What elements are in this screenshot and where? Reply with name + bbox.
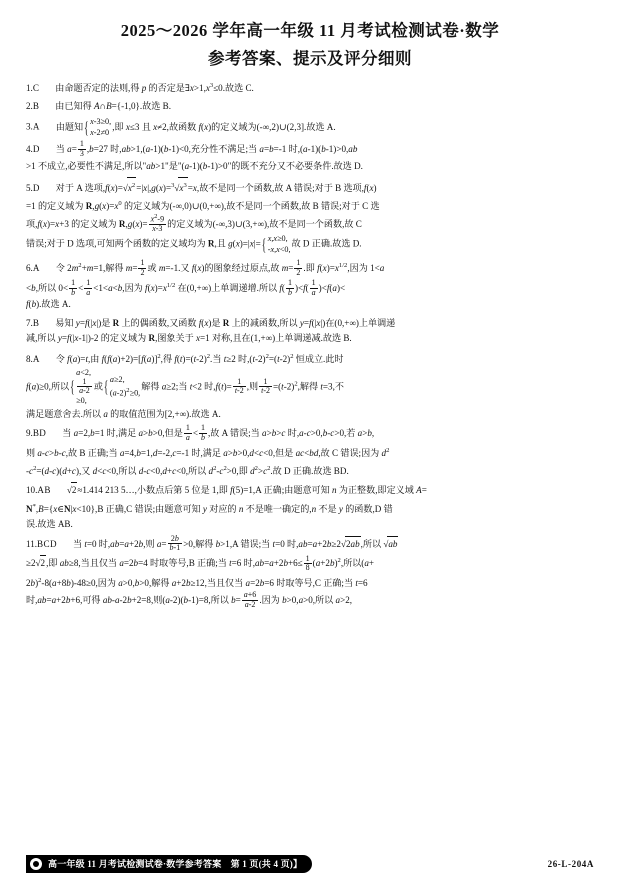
answer-text-10-line3: 误.故选 AB. xyxy=(26,519,73,530)
footer-right-code: 26-L-204A xyxy=(547,858,594,869)
answer-text-4: 当 a= $\frac{1}{3}$ ,b=27 时,ab>1,(a-1)(b-1)<0,充分性不满足;当 a=b=-1 时,(a-1)(b-1)>0,ab xyxy=(55,139,358,158)
footer-left-label: 高一年级 11 月考试检测试卷·数学参考答案 第 1 页(共 4 页)】 xyxy=(26,855,312,873)
answer-number-2: 2. xyxy=(26,101,33,112)
answer-text-9: 当 a=2,b=1 时,满足 a>b>0,但是 $\frac{1}{a}$ < $\frac{1}{b}$ ,故 A 错误;当 a>b>c 时,a-c>0,b-c>0,若 a>b, xyxy=(62,423,375,442)
answer-text-9-line2: 则 a-c>b-c,故 B 正确;当 a=4,b=1,d=-2,c=-1 时,满足 a>b>0,d<c<0,但是 ac<bd,故 C 错误;因为 $d^2$ xyxy=(26,446,390,458)
answer-item-10 xyxy=(26,482,594,533)
answer-text-11-line2: ≥2√2,即 ab≥8,当且仅当 a=2b=4 时取等号,B 正确;当 t=6 时,ab=a+2b+6≤ $\frac{1}{8}$ $(a+2b)^2$,所以(a+ xyxy=(26,553,374,573)
answer-text-6: 令 $2m^2+m=1$,解得 m= $\frac{1}{2}$ 或 m=-1.又 f(x)的图象经过原点,故 m= $\frac{1}{2}$ .即 $f(x)=x^{1/2}$,因为 1<a xyxy=(55,258,385,277)
answer-number-11: 11. xyxy=(26,538,38,549)
answer-choice-11: BCD xyxy=(37,538,57,549)
answer-choice-7: B xyxy=(32,317,40,328)
answer-number-9: 9. xyxy=(26,427,33,438)
answers-body xyxy=(26,78,594,610)
answer-number-7: 7. xyxy=(26,317,33,328)
page-footer xyxy=(0,851,620,881)
answer-choice-9: BD xyxy=(32,427,47,438)
answer-text-2: 由已知得 A∩B={-1,0}.故选 B. xyxy=(55,101,171,112)
answer-item-9 xyxy=(26,425,594,480)
answer-choice-3: A xyxy=(32,121,40,132)
answer-text-5-line2: =1 的定义域为 $R,g(x)=x^0$ 的定义域为(-∞,0)∪(0,+∞),故不是同一个函数,故 B 错误;对于 C 选 xyxy=(26,200,380,212)
answer-text-3: 由题知 { x-3≥0, x-2≠0 ,即 x≤3 且 x≠2,故函数 f(x)的定义域为(-∞,2)∪(2,3].故选 A. xyxy=(56,122,336,132)
answer-text-8: 令 f(a)=t,由 $f(f(a)+2)=[f(a)]^2$,得 $f(t)=(t-2)^2$.当 t≥2 时$,(t-2)^2=(t-2)^2$ 恒成立.此时 xyxy=(55,353,344,365)
answer-text-5-line3: 项,f(x)=x+3 的定义域为 R,g(x)= $\frac{x^2-9}{x-3}$ 的定义域为(-∞,3)∪(3,+∞),故不是同一个函数,故 C xyxy=(26,213,362,234)
answer-item-8 xyxy=(26,349,594,422)
answer-number-10: 10. xyxy=(26,485,38,496)
answer-choice-4: D xyxy=(32,143,40,154)
page-title-line1: 2025～2026 学年高一年级 11 月考试检测试卷·数学 xyxy=(120,21,500,40)
answer-item-5 xyxy=(26,177,594,256)
answer-text-6-line3: f(b).故选 A. xyxy=(26,299,71,310)
answer-text-1: 由命题否定的法则,得 p 的否定是$\exists x>1,x^3\le 0$.故选 C. xyxy=(55,82,254,94)
answer-number-8: 8. xyxy=(26,354,33,365)
answer-text-9-line3: $-c^2=(d-c)(d+c)$,又 d<c<0,所以 d-c<0,d+c<0,所以 $d^2-c^2>0$,即 $d^2>c^2$.故 D 正确.故选 BD. xyxy=(26,465,349,477)
answer-text-11-line4: 时,ab=a+2b+6,可得 ab-a-2b+2=8,则(a-2)(b-1)=8,所以 b= $\frac{a+6}{a-2}$ .因为 b>0,a>0,所以 a>2, xyxy=(26,590,353,609)
answer-text-8-line3: 满足题意舍去.所以 a 的取值范围为[2,+∞).故选 A. xyxy=(26,408,221,419)
answer-text-5: 对于 A 选项$,f(x)=√x^2=|x|,g(x)=^3√x^3=x$,故不是同一个函数,故 A 错误;对于 B 选项,f(x) xyxy=(56,183,377,193)
answer-item-3 xyxy=(26,117,594,138)
answer-item-2 xyxy=(26,99,594,115)
answer-number-3: 3. xyxy=(26,121,33,132)
answer-text-7: 易知 y=f(|x|)是 R 上的偶函数,又函数 f(x)是 R 上的减函数,所以 y=f(|x|)在(0,+∞)上单调递 xyxy=(55,317,396,328)
answer-choice-5: D xyxy=(32,182,40,193)
answer-choice-8: A xyxy=(32,354,40,365)
answer-item-7 xyxy=(26,316,594,347)
answer-choice-1: C xyxy=(32,83,40,94)
answer-number-6: 6. xyxy=(26,262,33,273)
answer-text-10: √2≈1.414 213 5…,小数点后第 5 位是 1,即 f(5)=1,A 正确;由题意可知 n 为正整数,即定义域 A= xyxy=(67,485,427,495)
answer-text-10-line2: N*,B={x∈N|x<10},B 正确,C 错误;由题意可知 y 对应的 n 不是唯一确定的,n 不是 y 的函数,D 错 xyxy=(26,502,393,514)
answer-item-1 xyxy=(26,78,594,97)
title-block xyxy=(26,18,594,72)
answer-text-7-line2: 减,所以 y=f(|x-1|)-2 的定义域为 R,图象关于 x=1 对称,且在(1,+∞)上单调递减.故选 B. xyxy=(26,333,352,344)
answer-text-4-line2: >1 不成立,必要性不满足,所以"ab>1"是"(a-1)(b-1)>0"的既不充分又不必要条件.故选 D. xyxy=(26,160,363,171)
answer-text-6-line2: <b,所以 0< $\frac{1}{b}$ < $\frac{1}{a}$ <1<a<b,因为 $f(x)=x^{1/2}$ 在(0,+∞)上单调递增.所以 f( $\frac{1}{b}$ )<f( $\frac{1}{a}$ )<f(a)< xyxy=(26,278,346,297)
answer-number-4: 4. xyxy=(26,143,33,154)
answer-text-11: 当 t=0 时,ab=a+2b,则 a= $\frac{2b}{b-1}$ >0,解得 b>1,A 错误;当 t=0 时,ab=a+2b≥2√2ab,所以 √ab xyxy=(72,534,398,553)
answer-item-6 xyxy=(26,258,594,313)
answer-text-5-line4: 错误;对于 D 选项,可知两个函数的定义域均为 R,且 g(x)=|x|= { x,x≥0, -x,x<0, 故 D 正确.故选 D. xyxy=(26,234,594,255)
answer-text-11-line3: 2b)$^2$-8(a+8b)-48≥0,因为 a>0,b>0,解得 a+2b≥12,当且仅当 a=2b=6 时取等号,C 正确;当 t=6 xyxy=(26,577,368,589)
answer-item-11 xyxy=(26,536,594,610)
answer-choice-6: A xyxy=(32,262,40,273)
answer-text-8-line2: f(a)≥0,所以 { a<2, 1 a-2 ≥0, 或 { a≥2, $(a-2)^2\ge 0$, 解得 a≥2;当 t<2 时,f(t)= $\frac{1}{t-2}$ ,则 $\frac{1}{t-2}$ $=(t-2)^2$,解得 t=3,不 xyxy=(26,368,594,407)
answer-number-1: 1. xyxy=(26,83,33,94)
page-title-line2: 参考答案、提示及评分细则 xyxy=(208,49,412,68)
answer-number-5: 5. xyxy=(26,182,33,193)
answer-choice-2: B xyxy=(32,101,40,112)
answer-choice-10: AB xyxy=(37,485,51,496)
answer-item-4 xyxy=(26,141,594,174)
